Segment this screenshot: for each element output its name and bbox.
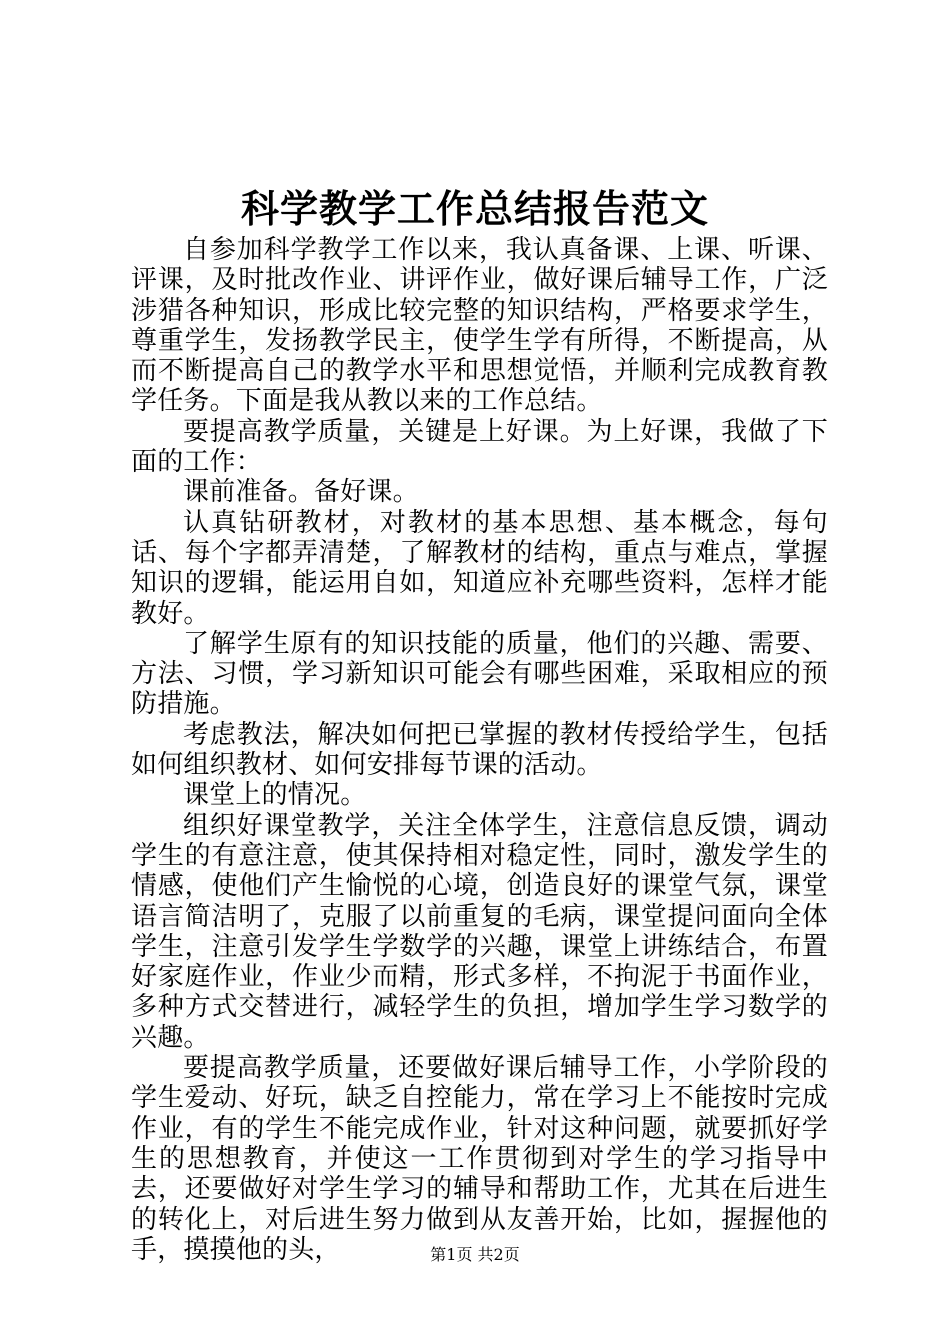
document-body [131,235,828,1265]
paragraph: 自参加科学教学工作以来，我认真备课、上课、听课、评课，及时批改作业、讲评作业，做好课后辅导工作，广泛涉猎各种知识，形成比较完整的知识结构，严格要求学生，尊重学生，发扬教学民主，使学生学有所得，不断提高，从而不断提高自己的教学水平和思想觉悟，并顺利完成教育教学任务。下面是我从教以来的工作总结。 [131,235,828,417]
document-title: 科学教学工作总结报告范文 [240,187,709,231]
paragraph: 考虑教法，解决如何把已掌握的教材传授给学生，包括如何组织教材、如何安排每节课的活动。 [131,719,828,781]
paragraph: 组织好课堂教学，关注全体学生，注意信息反馈，调动学生的有意注意，使其保持相对稳定性，同时，激发学生的情感，使他们产生愉悦的心境，创造良好的课堂气氛，课堂语言简洁明了，克服了以前重复的毛病，课堂提问面向全体学生，注意引发学生学数学的兴趣，课堂上讲练结合，布置好家庭作业，作业少而精，形式多样，不拘泥于书面作业，多种方式交替进行，减轻学生的负担，增加学生学习数学的兴趣。 [131,810,828,1053]
paragraph: 要提高教学质量，关键是上好课。为上好课，我做了下面的工作： [131,416,828,478]
paragraph: 认真钻研教材，对教材的基本思想、基本概念，每句话、每个字都弄清楚，了解教材的结构，重点与难点，掌握知识的逻辑，能运用自如，知道应补充哪些资料，怎样才能教好。 [131,507,828,629]
page-footer: 第1页 共2页 [430,1245,520,1264]
paragraph: 要提高教学质量，还要做好课后辅导工作，小学阶段的学生爱动、好玩，缺乏自控能力，常在学习上不能按时完成作业，有的学生不能完成作业，针对这种问题，就要抓好学生的思想教育，并使这一工作贯彻到对学生的学习指导中去，还要做好对学生学习的辅导和帮助工作，尤其在后进生的转化上，对后进生努力做到从友善开始，比如，握握他的手，摸摸他的头， [131,1053,828,1265]
paragraph: 了解学生原有的知识技能的质量，他们的兴趣、需要、方法、习惯，学习新知识可能会有哪些困难，采取相应的预防措施。 [131,628,828,720]
paragraph: 课前准备。备好课。 [183,477,419,508]
paragraph: 课堂上的情况。 [183,780,367,811]
